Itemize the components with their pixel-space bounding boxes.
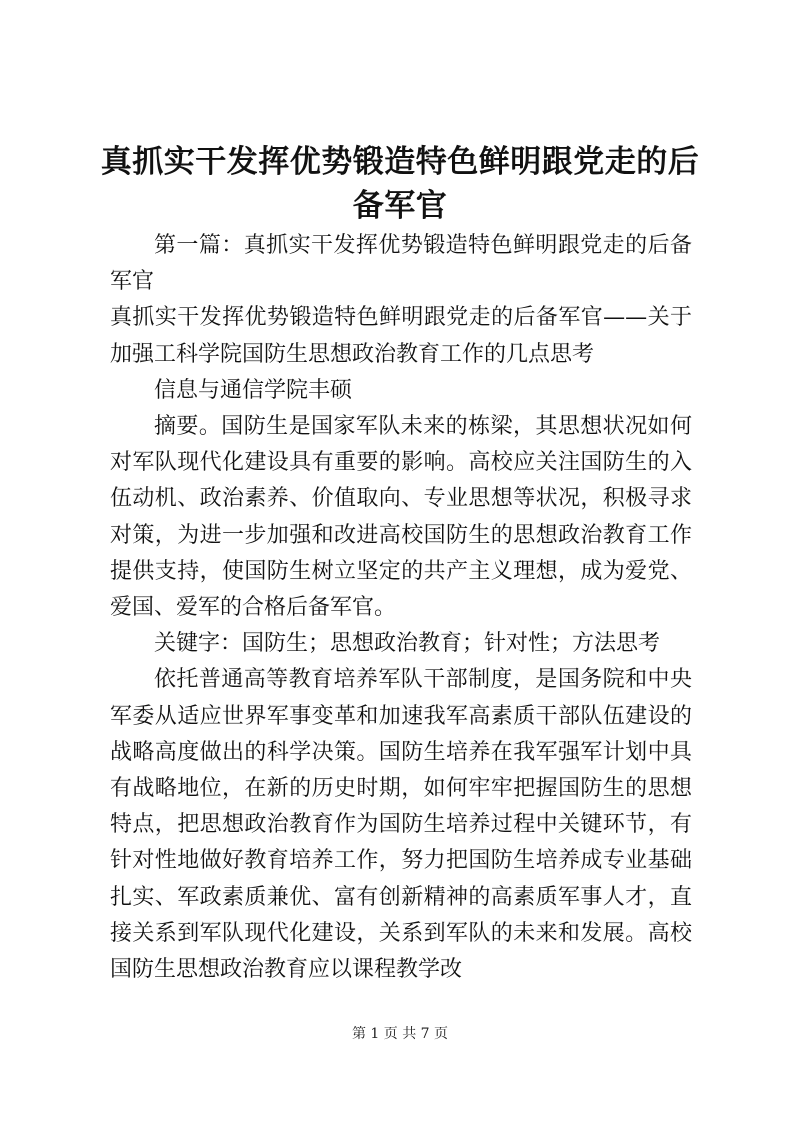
document-body [110, 228, 692, 988]
page-number-footer: 第 1 页 共 7 页 [351, 1026, 449, 1042]
document-title: 真抓实干发挥优势锻造特色鲜明跟党走的后备军官 [100, 144, 700, 224]
paragraph-abstract: 摘要。国防生是国家军队未来的栋梁，其思想状况如何对军队现代化建设具有重要的影响。高校应关注国防生的入伍动机、政治素养、价值取向、专业思想等状况，积极寻求对策，为进一步加强和改进高校国防生的思想政治教育工作提供支持，使国防生树立坚定的共产主义理想，成为爱党、爱国、爱军的合格后备军官。 [110, 414, 692, 621]
paragraph-author: 信息与通信学院丰硕 [154, 377, 353, 403]
paragraph-main: 依托普通高等教育培养军队干部制度，是国务院和中央军委从适应世界军事变革和加速我军高素质干部队伍建设的战略高度做出的科学决策。国防生培养在我军强军计划中具有战略地位，在新的历史时期，如何牢牢把握国防生的思想特点，把思想政治教育作为国防生培养过程中关键环节，有针对性地做好教育培养工作，努力把国防生培养成专业基础扎实、军政素质兼优、富有创新精神的高素质军事人才，直接关系到军队现代化建设，关系到军队的未来和发展。高校国防生思想政治教育应以课程教学改 [110, 667, 692, 983]
paragraph-keywords: 关键字：国防生；思想政治教育；针对性；方法思考 [154, 631, 661, 657]
paragraph-heading: 第一篇：真抓实干发挥优势锻造特色鲜明跟党走的后备军官 [110, 233, 692, 295]
paragraph-subtitle: 真抓实干发挥优势锻造特色鲜明跟党走的后备军官——关于加强工科学院国防生思想政治教育工作的几点思考 [110, 305, 692, 367]
